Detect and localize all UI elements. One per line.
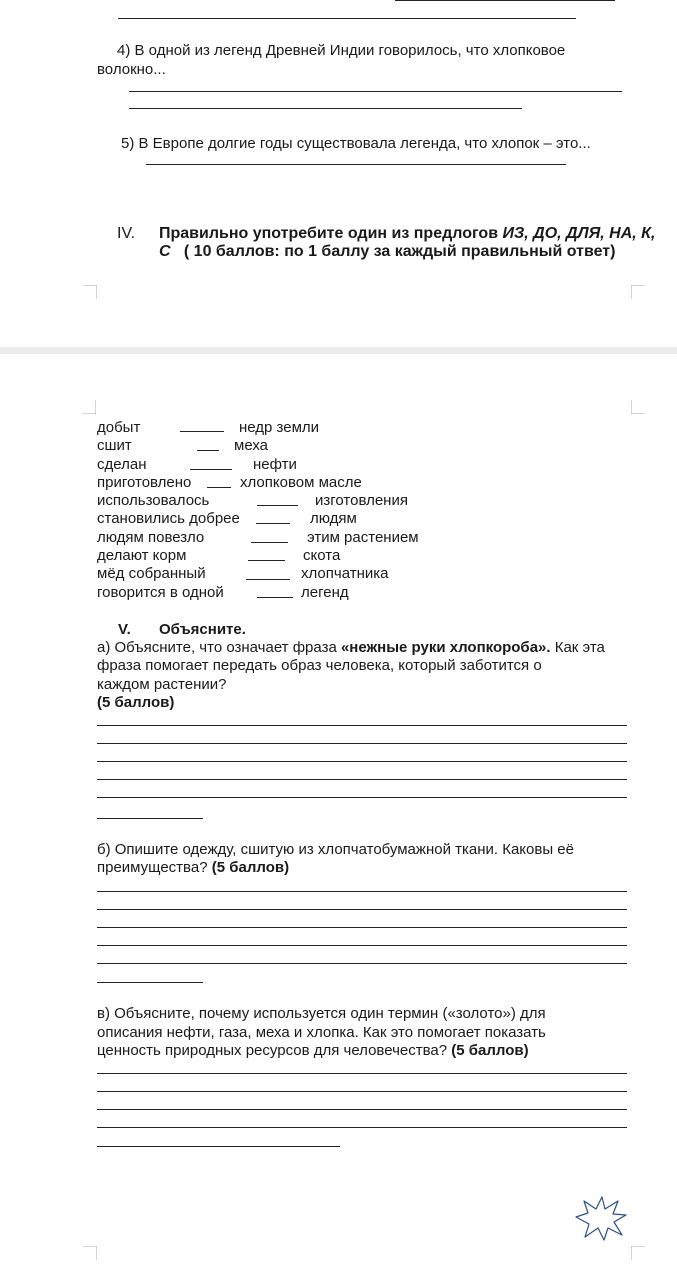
answer-line <box>97 982 203 983</box>
question-c-points: (5 баллов) <box>451 1042 529 1059</box>
question-c-text: ценность природных ресурсов для человечества? <box>97 1042 452 1059</box>
exercise-left: сшит <box>97 437 132 454</box>
exercise-left: использовалось <box>97 492 210 509</box>
question-b-text: преимущества? <box>97 859 212 876</box>
exercise-blank[interactable] <box>248 560 285 561</box>
question-a-line1 <box>97 639 605 657</box>
answer-line <box>97 761 627 762</box>
answer-line <box>97 1146 340 1147</box>
exercise-right: легенд <box>301 584 349 601</box>
exercise-blank[interactable] <box>246 579 290 580</box>
answer-line <box>129 91 622 92</box>
exercise-right: меха <box>234 437 268 454</box>
answer-line <box>97 891 627 892</box>
answer-line <box>97 963 627 964</box>
exercise-left: становились добрее <box>97 510 240 527</box>
question-4-cont: волокно... <box>97 61 166 78</box>
exercise-left: делают корм <box>97 547 187 564</box>
answer-line <box>395 0 615 1</box>
question-a-line3: каждом растении? <box>97 676 227 693</box>
page-corner-mark <box>631 285 645 299</box>
question-4-text: 4) В одной из легенд Древней Индии говорилось, что хлопковое <box>117 42 566 59</box>
exercise-left: приготовлено <box>97 474 192 491</box>
question-a-text-end: Как эта <box>550 639 605 656</box>
answer-line <box>97 1073 627 1074</box>
answer-line <box>97 743 627 744</box>
section-4-preposition-c: С <box>159 243 171 260</box>
exercise-left: мёд собранный <box>97 565 206 582</box>
page-corner-mark <box>631 1246 645 1260</box>
exercise-left: людям повезло <box>97 529 205 546</box>
exercise-blank[interactable] <box>257 505 298 506</box>
answer-line <box>97 1091 627 1092</box>
section-4-points: ( 10 баллов: по 1 баллу за каждый правильный ответ) <box>183 243 616 260</box>
section-4-title-text: Правильно употребите один из предлогов <box>159 225 503 242</box>
question-5-text: 5) В Европе долгие годы существовала легенда, что хлопок – это... <box>121 135 591 152</box>
answer-line <box>97 927 627 928</box>
question-c-line3 <box>97 1042 529 1060</box>
answer-line <box>97 909 627 910</box>
exercise-blank[interactable] <box>190 469 232 470</box>
exercise-right: изготовления <box>315 492 408 509</box>
page-corner-mark <box>83 1246 97 1260</box>
question-a-points: (5 баллов) <box>97 694 175 711</box>
page-corner-mark <box>82 400 96 414</box>
exercise-blank[interactable] <box>207 487 231 488</box>
exercise-right: недр земли <box>239 419 320 436</box>
question-b-points: (5 баллов) <box>211 859 290 876</box>
question-b-line1: б) Опишите одежду, сшитую из хлопчатобумажной ткани. Каковы её <box>97 841 574 858</box>
section-4-number: IV. <box>117 225 136 242</box>
exercise-right: людям <box>310 510 357 527</box>
page-corner-mark <box>631 400 645 414</box>
exercise-left: говорится в одной <box>97 584 224 601</box>
question-a-line2: фраза помогает передать образ человека, который заботится о <box>97 657 542 674</box>
section-4-title <box>159 225 655 243</box>
page-corner-mark <box>83 285 97 299</box>
answer-line <box>97 725 627 726</box>
answer-line <box>97 945 627 946</box>
answer-line <box>97 1127 627 1128</box>
question-a-phrase: «нежные руки хлопкороба». <box>340 639 551 656</box>
answer-line <box>146 164 566 165</box>
exercise-blank[interactable] <box>197 450 219 451</box>
question-c-line1: в) Объясните, почему используется один термин («золото») для <box>97 1005 546 1022</box>
answer-line <box>97 797 627 798</box>
question-a-text: а) Объясните, что означает фраза <box>97 639 341 656</box>
star-doodle-icon <box>572 1195 628 1241</box>
exercise-left: сделан <box>97 456 147 473</box>
exercise-blank[interactable] <box>251 542 288 543</box>
section-5-number: V. <box>118 621 131 638</box>
exercise-blank[interactable] <box>256 523 290 524</box>
exercise-right: скота <box>303 547 341 564</box>
exercise-left: добыт <box>97 419 141 436</box>
answer-line <box>129 108 522 109</box>
exercise-right: хлопчатника <box>301 565 389 582</box>
section-4-prepositions: ИЗ, ДО, ДЛЯ, НА, К, <box>502 225 656 242</box>
question-b-line2 <box>97 859 289 877</box>
answer-line <box>118 18 576 19</box>
answer-line <box>97 779 627 780</box>
exercise-right: нефти <box>253 456 297 473</box>
answer-line <box>97 818 203 819</box>
exercise-right: хлопковом масле <box>240 474 362 491</box>
exercise-blank[interactable] <box>257 597 293 598</box>
page-break <box>0 347 677 354</box>
answer-line <box>97 1109 627 1110</box>
section-5-title: Объясните. <box>159 621 246 638</box>
section-4-subtitle <box>159 243 615 261</box>
question-c-line2: описания нефти, газа, меха и хлопка. Как это помогает показать <box>97 1024 546 1041</box>
exercise-blank[interactable] <box>180 431 224 432</box>
exercise-right: этим растением <box>307 529 419 546</box>
